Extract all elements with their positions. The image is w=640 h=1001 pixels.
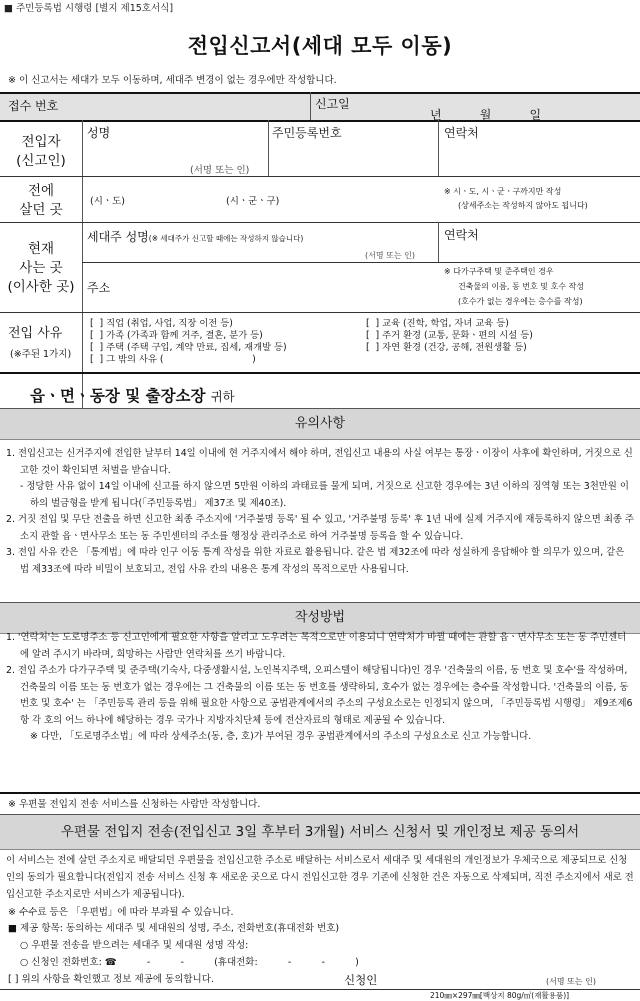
current-address-label: 현재 사는 곳 (이사한 곳) [7, 241, 75, 295]
previous-note-1: ※ 시ㆍ도, 시ㆍ군ㆍ구까지만 작성 [444, 187, 562, 196]
previous-note-2: (상세주소는 작성하지 않아도 됩니다) [458, 201, 588, 210]
address-note-2: 건축물의 이름, 동 번호 및 호수 작성 [458, 282, 584, 291]
household-head-note: (※ 세대주가 신고할 때에는 작성하지 않습니다) [148, 234, 304, 243]
reporter-contact-field[interactable]: 연락처 [444, 126, 479, 140]
addressee-suffix: 귀하 [210, 389, 235, 404]
applicant-phone-field[interactable]: ○ 신청인 전화번호: ☎ - - (휴대전화: - - ) [20, 957, 359, 968]
reason-option-other[interactable]: [ ] 그 밖의 사유 ( ) [90, 354, 256, 365]
mail-service-title: 우편물 전입지 전송(전입신고 3일 후부터 3개월) 서비스 신청서 및 개인정보 제공 동의서 [0, 814, 640, 850]
note-item-3: 3. 전입 사유 칸은 「통계법」에 따라 인구 이동 통계 작성을 위한 자료로 활용됩니다. 같은 법 제32조에 따라 성실하게 응답해야 할 의무가 있으며, 같은 법 제33조에 따라 비밀이 보호되고, 전입 사유 칸의 내용은 통계 작성의 목적으로만 사용됩니다. [6, 547, 625, 575]
top-note: ※ 이 신고서는 세대가 모두 이동하며, 세대주 변경이 없는 경우에만 작성합니다. [8, 75, 337, 86]
addressee [30, 384, 235, 406]
notes-body [6, 446, 634, 578]
reporter-section-label: 전입자 (신고인) [16, 134, 66, 169]
mail-service-notice: ※ 우편물 전입지 전송 서비스를 신청하는 사람만 작성합니다. [8, 799, 261, 810]
consent-checkbox[interactable]: [ ] 위의 사항을 확인했고 정보 제공에 동의합니다. [8, 974, 214, 985]
howto-title: 작성방법 [0, 602, 640, 634]
reason-option-living-environment[interactable]: [ ] 주거 환경 (교통, 문화ㆍ편의 시설 등) [366, 330, 533, 341]
applicant-sign-hint: (서명 또는 인) [546, 977, 596, 986]
household-head-label: 세대주 성명 [87, 230, 149, 244]
reporter-name-field[interactable]: 성명 [87, 126, 111, 140]
previous-sigungu-field[interactable]: (시ㆍ군ㆍ구) [226, 196, 280, 207]
report-date-units: 년 월 일 [430, 108, 542, 122]
resident-id-field[interactable]: 주민등록번호 [272, 126, 342, 140]
current-address-field[interactable]: 주소 [87, 281, 111, 295]
howto-body [6, 630, 634, 746]
note-item-2: 2. 거짓 전입 및 무단 전출을 하면 신고한 최종 주소지에 '거주불명 등록' 될 수 있고, '거주불명 등록' 후 1년 내에 실제 거주지에 재등록하지 않으면 최종 주소지 관할 읍ㆍ면사무소 또는 동 주민센터의 주소를 행정상 관리주소로 하여 거주불명 등록을 할 수 있습니다. [6, 514, 634, 542]
reporter-sign-hint: (서명 또는 인) [190, 165, 250, 176]
form-title: 전입신고서(세대 모두 이동) [187, 34, 453, 58]
household-head-name-field[interactable] [87, 228, 303, 245]
applicant-label: 신청인 [344, 973, 378, 987]
note-item-1: 1. 전입신고는 신거주지에 전입한 날부터 14일 이내에 현 거주지에서 해야 하며, 전입신고 내용의 사실 여부는 통장ㆍ이장이 사후에 확인하며, 거짓으로 신고한 것이 확인되면 처벌을 받습니다. [6, 448, 633, 476]
reason-sublabel: (※주된 1가지) [10, 349, 72, 360]
notes-title: 유의사항 [0, 408, 640, 440]
howto-item-3: ※ 다만, 「도로명주소법」에 따라 상세주소(동, 층, 호)가 부여된 경우 공법관계에서의 주소의 구성요소로 신고 가능합니다. [30, 731, 532, 742]
receipt-number-label: 접수 번호 [8, 99, 59, 113]
household-head-sign-hint: (서명 또는 인) [365, 251, 415, 260]
paper-spec-footer: 210㎜×297㎜[백상지 80g/㎡(재활용품)] [430, 991, 570, 1000]
addressee-main: 읍ㆍ면ㆍ동장 및 출장소장 [30, 387, 206, 405]
reason-option-natural-environment[interactable]: [ ] 자연 환경 (건강, 공해, 전원생활 등) [366, 342, 527, 353]
recipient-names-field[interactable]: ○ 우편물 전송을 받으려는 세대주 및 세대원 성명 작성: [20, 940, 249, 951]
reason-option-job[interactable]: [ ] 직업 (취업, 사업, 직장 이전 등) [90, 318, 233, 329]
previous-address-label: 전에 살던 곳 [19, 183, 63, 218]
reason-label: 전입 사유 [8, 326, 63, 341]
form-reference: ■ 주민등록법 시행령 [별지 제15호서식] [4, 3, 174, 14]
address-note-1: ※ 다가구주택 및 준주택인 경우 [444, 267, 554, 276]
provided-items: ■ 제공 항목: 동의하는 세대주 및 세대원의 성명, 주소, 전화번호(휴대전화 번호) [8, 923, 340, 934]
mail-fee-note: ※ 수수료 등은 「우편법」에 따라 부과될 수 있습니다. [8, 907, 234, 918]
reason-option-housing[interactable]: [ ] 주택 (주택 구입, 계약 만료, 집세, 재개발 등) [90, 342, 287, 353]
report-date-label: 신고일 [315, 97, 350, 111]
current-contact-field[interactable]: 연락처 [444, 228, 479, 242]
address-note-3: (호수가 없는 경우에는 층수를 작성) [458, 297, 583, 306]
reason-option-education[interactable]: [ ] 교육 (진학, 학업, 자녀 교육 등) [366, 318, 509, 329]
note-item-1-sub: - 정당한 사유 없이 14일 이내에 신고를 하지 않으면 5만원 이하의 과태료를 물게 되며, 거짓으로 신고한 경우에는 3년 이하의 징역형 또는 3천만원 이하의 벌금형을 받게 됩니다(「주민등록법」 제37조 및 제40조). [20, 481, 629, 509]
reason-option-family[interactable]: [ ] 가족 (가족과 함께 거주, 결혼, 분가 등) [90, 330, 263, 341]
previous-sido-field[interactable]: (시ㆍ도) [90, 196, 125, 207]
howto-item-1: 1. '연락처'는 도로명주소 등 신고인에게 필요한 사항을 알리고 도우려는 목적으로만 이용되니 연락처가 바뀔 때에는 관할 읍ㆍ면사무소 또는 동 주민센터에 알려 주시기 바라며, 희망하는 사람만 연락처를 쓰기 바랍니다. [6, 632, 627, 660]
mail-service-description: 이 서비스는 전에 살던 주소지로 배달되던 우편물을 전입신고한 주소로 배달하는 서비스로서 세대주 및 세대원의 개인정보가 우체국으로 제공되므로 신청인의 동의가 필요합니다(전입지 전송 서비스 신청 후 새로운 곳으로 다시 전입신고한 경우 기존에 신청한 건은 자동으로 삭제되며, 직전 주소지에서 새로 전입신고한 주소지로만 서비스가 제공됩니다). [6, 855, 634, 900]
howto-item-2: 2. 전입 주소가 다가구주택 및 준주택(기숙사, 다중생활시설, 노인복지주택, 오피스텔이 해당됩니다)인 경우 '건축물의 이름, 동 번호 및 호수'를 작성하며, 건축물의 이름 또는 동 번호가 없는 경우에는 그 건축물의 이름 또는 동 번호를 생략하되, 호수가 없는 경우에는 층수를 작성합니다. '건축물의 이름, 동 번호 및 호수' 는 「주민등록 관리 등을 위해 필요한 사항으로 공법관계에서의 주소의 구성요소로는 인정되지 않으며, 「주민등록법 시행령」 제9조제6항 각 호의 어느 하나에 해당하는 경우 국가나 지방자치단체 등에 전산자료의 형태로 제공될 수 있습니다. [6, 665, 633, 726]
